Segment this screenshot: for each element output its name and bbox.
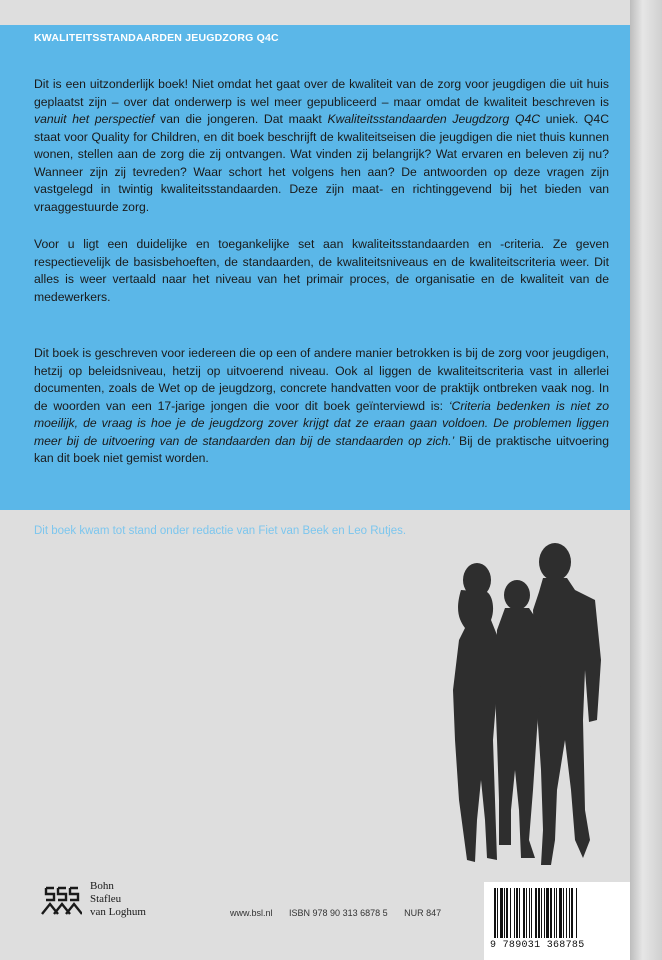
- barcode-bar: [576, 888, 577, 938]
- publication-info: [230, 908, 455, 918]
- barcode-bar: [566, 888, 567, 938]
- barcode-bar: [563, 888, 564, 938]
- barcode-number: 9 789031 368785: [490, 940, 585, 951]
- barcode-bar: [535, 888, 537, 938]
- barcode-bar: [529, 888, 530, 938]
- barcode-bar: [559, 888, 562, 938]
- publisher-logo-mark-icon: [40, 882, 82, 920]
- publisher-logo: [40, 878, 180, 928]
- barcode-bar: [554, 888, 555, 938]
- barcode-bar: [504, 888, 505, 938]
- isbn-text: ISBN 978 90 313 6878 5: [289, 908, 388, 918]
- blurb-paragraph-1: Dit is een uitzonderlijk boek! Niet omdat het gaat over de kwaliteit van de zorg voor jeugdigen die uit huis geplaatst zijn – over dat onderwerp is wel meer gepubliceerd – maar omdat de kwaliteit beschreven is vanuit het perspectief van die jongeren. Dat maakt Kwaliteitsstandaarden Jeugdzorg Q4C uniek. Q4C staat voor Quality for Children, en dit boek beschrijft de kwaliteitseisen die jeugdigen die niet thuis kunnen wonen, stellen aan de zorg die zij ontvangen. Wat vinden zij belangrijk? Wat ervaren en beleven zij nu? Wanneer zijn zij tevreden? Waar schort het volgens hen aan? De antwoorden op deze vragen zijn vastgelegd in twintig kwaliteitsstandaarden. Deze zijn maat- en richtinggevend bij het bieden van vraaggestuurde zorg.: [34, 77, 609, 214]
- editors-credit: Dit boek kwam tot stand onder redactie van Fiet van Beek en Leo Rutjes.: [34, 525, 407, 537]
- nur-text: NUR 847: [404, 908, 442, 918]
- barcode-bar: [506, 888, 508, 938]
- barcode-bar: [571, 888, 573, 938]
- silhouette-figures-image: [425, 540, 625, 875]
- barcode-bar: [523, 888, 525, 938]
- publisher-name: Bohn Stafleu van Loghum: [90, 880, 146, 918]
- website-text: www.bsl.nl: [230, 908, 273, 918]
- barcode-bar: [546, 888, 549, 938]
- series-title: KWALITEITSSTANDAARDEN JEUGDZORG Q4C: [34, 32, 279, 44]
- barcode-bar: [550, 888, 552, 938]
- barcode-image: [494, 888, 622, 938]
- barcode-bar: [569, 888, 570, 938]
- book-edge: [630, 0, 662, 960]
- barcode-bar: [531, 888, 532, 938]
- barcode-bar: [494, 888, 496, 938]
- barcode-bar: [541, 888, 542, 938]
- barcode-bar: [556, 888, 557, 938]
- barcode-bar: [514, 888, 515, 938]
- blurb-paragraph-2: Voor u ligt een duidelijke en toegankelijke set aan kwaliteitsstandaarden en -criteria. Ze geven respectievelijk de basisbehoeften, de standaarden, de kwaliteitsniveaus en de kwaliteitscriteria weer. Dit alles is weer vertaald naar het niveau van het primair proces, de organisatie en de kwaliteit van de medewerkers.: [34, 237, 609, 304]
- blurb-paragraph-3: Dit boek is geschreven voor iedereen die op een of andere manier betrokken is bij de zorg voor jeugdigen, hetzij op beleidsniveau, hetzij op uitvoerend niveau. Ook al liggen de kwaliteitscriteria vast in allerlei documenten, zoals de Wet op de jeugdzorg, concrete handvatten voor de praktijk ontbreken vaak nog. In de woorden van een 17-jarige jongen die voor dit boek geïnterviewd is: ‘Criteria bedenken is niet zo moeilijk, de vraag is hoe je de jeugdzorg zover krijgt dat ze eraan gaan voldoen. De problemen liggen meer bij de uitvoering van de standaarden dan bij de standaarden op zich.’ Bij de praktische uitvoering kan dit boek niet gemist worden.: [34, 346, 609, 465]
- barcode-bar: [538, 888, 540, 938]
- barcode-bar: [526, 888, 527, 938]
- barcode-panel: [484, 882, 630, 960]
- barcode-bar: [544, 888, 545, 938]
- barcode-bar: [519, 888, 520, 938]
- barcode-bar: [500, 888, 503, 938]
- barcode-bar: [497, 888, 498, 938]
- barcode-bar: [516, 888, 518, 938]
- barcode-bar: [510, 888, 511, 938]
